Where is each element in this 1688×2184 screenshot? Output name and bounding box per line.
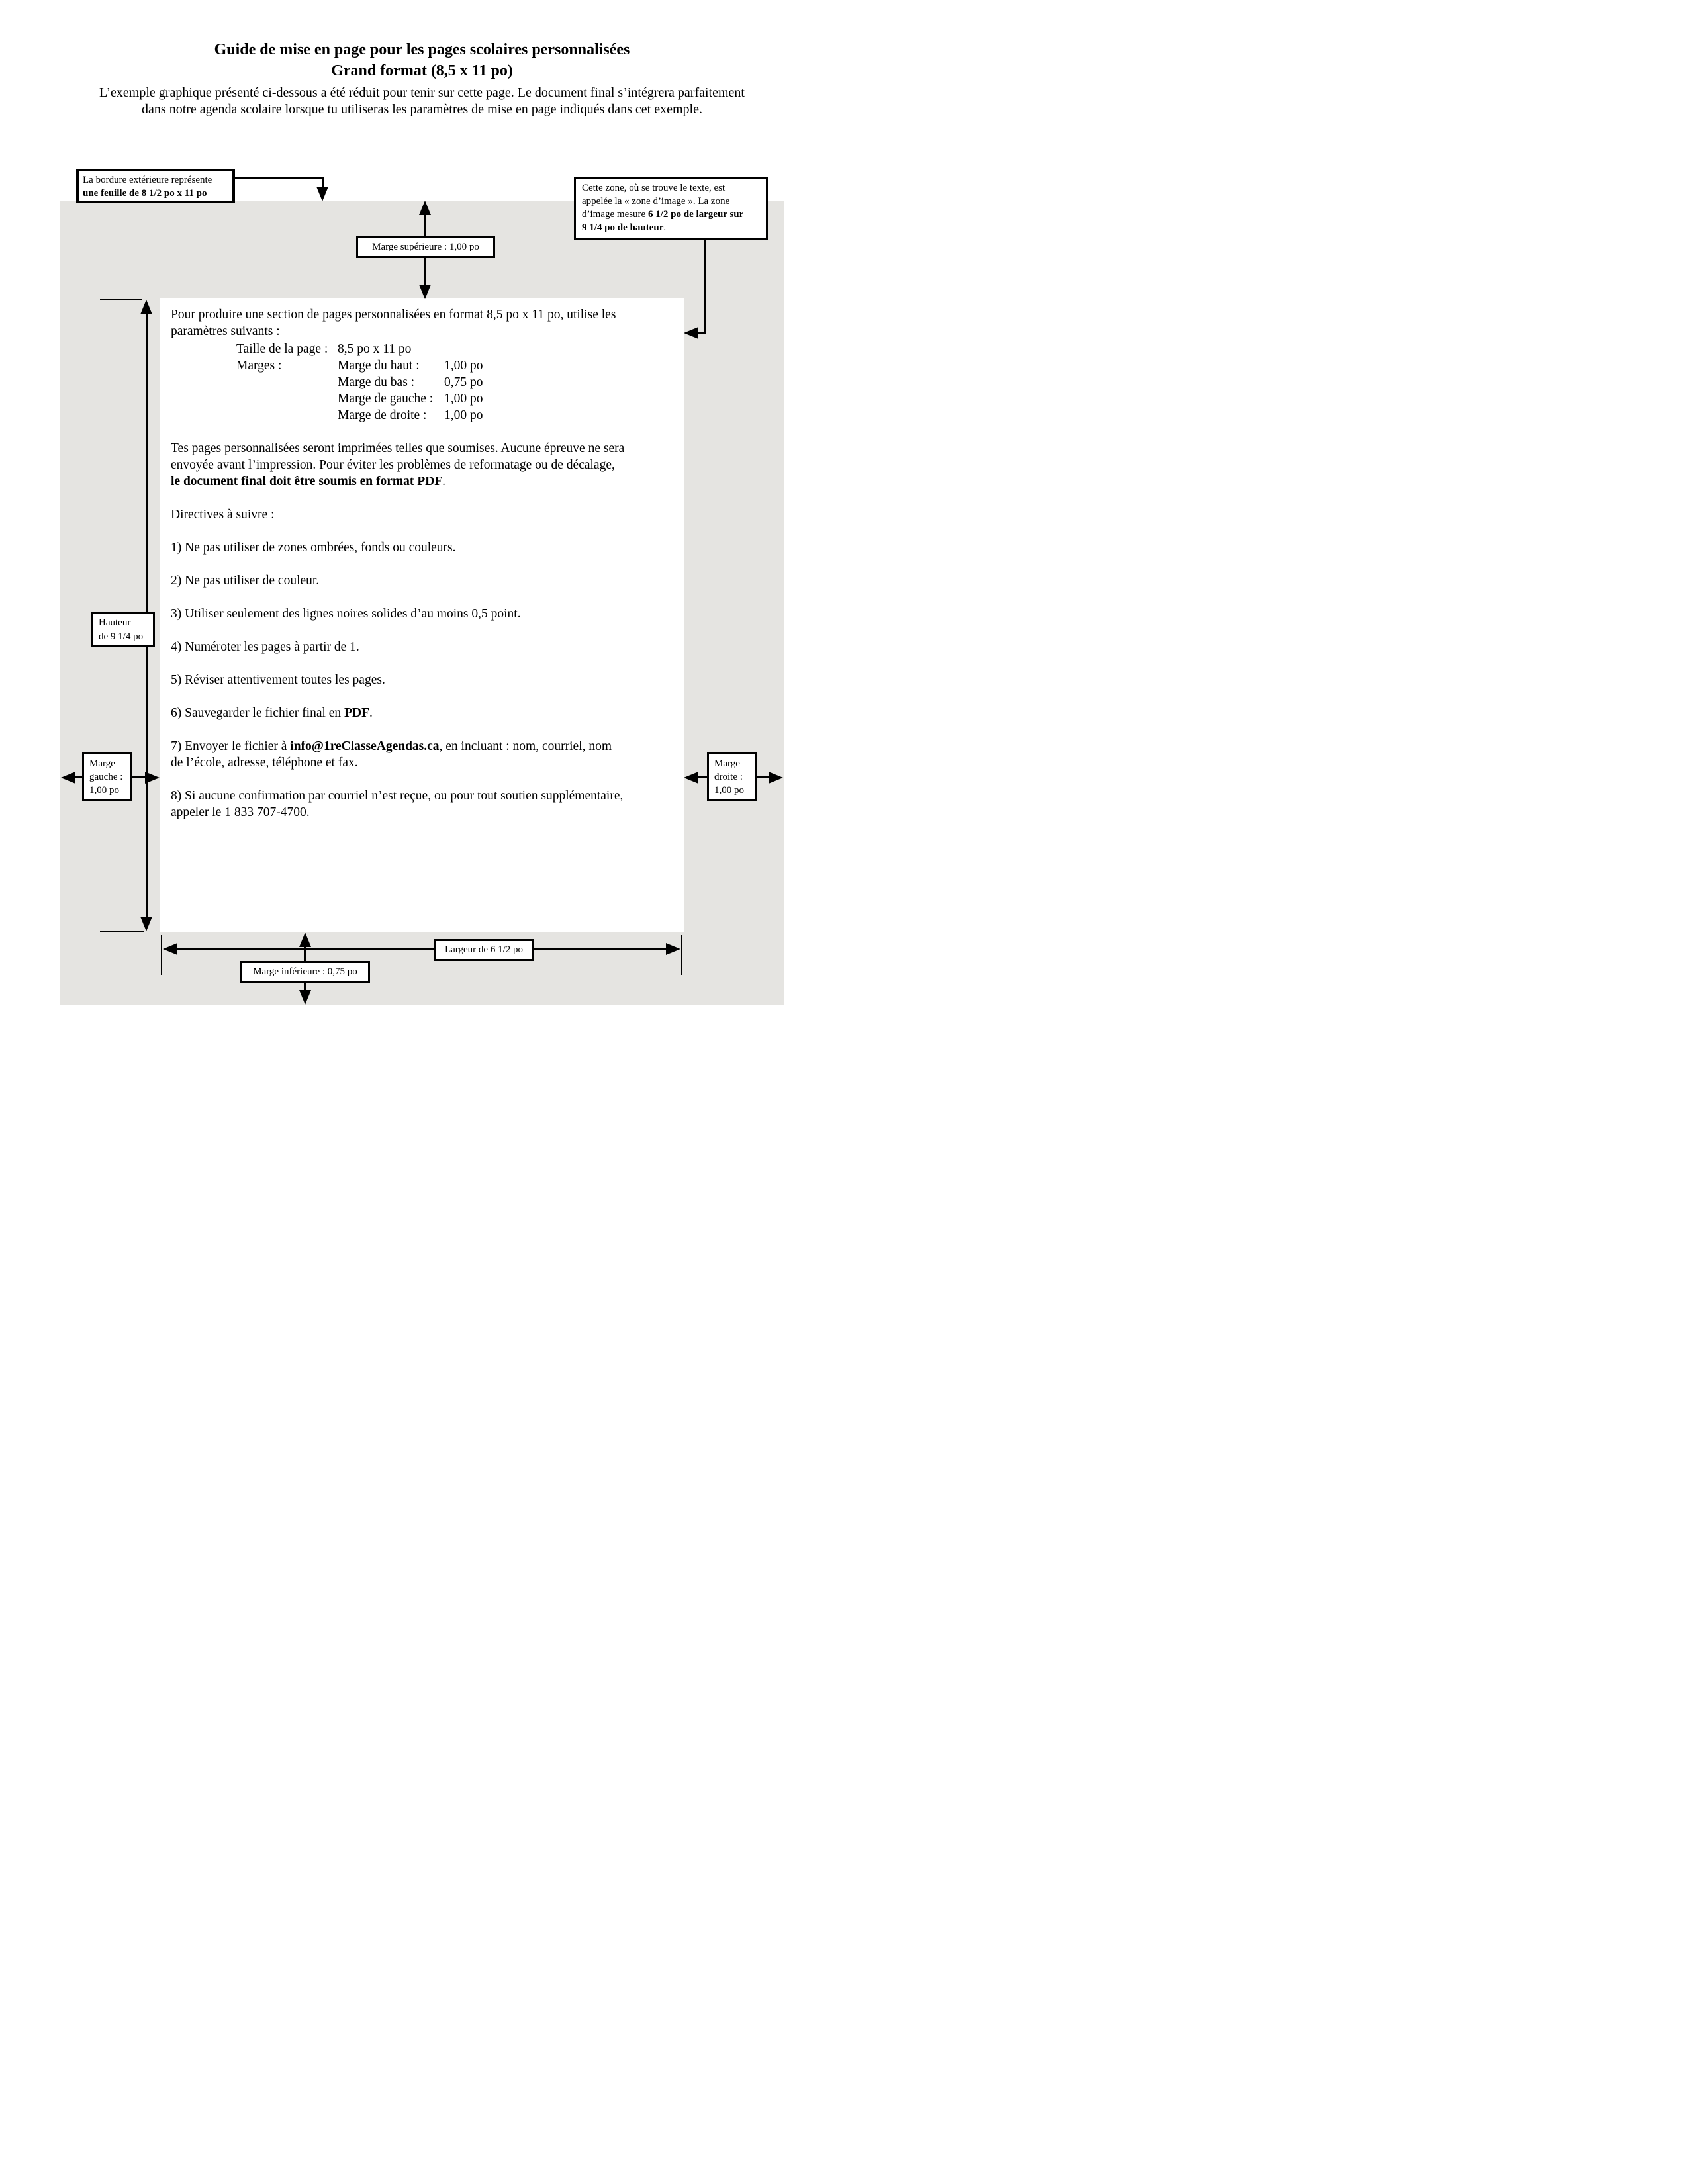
arrowhead-right-icon xyxy=(145,772,160,784)
label-text: gauche : xyxy=(89,772,123,782)
directive-item xyxy=(171,738,676,771)
label-text: 1,00 po xyxy=(89,785,119,796)
image-zone xyxy=(160,298,684,932)
page-settings-table xyxy=(236,341,676,424)
directive-item: 2) Ne pas utiliser de couleur. xyxy=(171,574,320,588)
label-text: 1,00 po xyxy=(714,785,744,796)
arrowhead-right-icon xyxy=(666,943,680,955)
bold-text: PDF xyxy=(344,706,369,720)
callout-text: La bordure extérieure représente xyxy=(83,175,212,185)
paragraph xyxy=(171,440,676,490)
page-subtitle: Grand format (8,5 x 11 po) xyxy=(331,62,513,79)
arrowhead-down-icon xyxy=(316,187,328,201)
arrowhead-left-icon xyxy=(684,772,698,784)
settings-label: Marge de gauche : xyxy=(338,392,434,406)
text: de l’école, adresse, téléphone et fax. xyxy=(171,756,358,770)
label-right-margin xyxy=(707,752,757,801)
settings-row xyxy=(236,374,676,390)
settings-value: 1,00 po xyxy=(444,392,483,406)
dimension-tick xyxy=(681,935,682,975)
callout-text: une feuille de 8 1/2 po x 11 po xyxy=(83,188,207,199)
left-margin-arrow-shaft xyxy=(131,776,146,778)
bold-text: 6 1/2 po de largeur sur xyxy=(647,209,744,220)
label-height xyxy=(91,612,155,647)
bold-text: le document final doit être soumis en format PDF xyxy=(171,475,443,488)
arrowhead-down-icon xyxy=(299,990,311,1005)
settings-row xyxy=(236,407,676,424)
directive-item: 1) Ne pas utiliser de zones ombrées, fonds ou couleurs. xyxy=(171,541,456,555)
settings-row xyxy=(236,341,676,357)
arrowhead-down-icon xyxy=(419,285,431,299)
label-text: droite : xyxy=(714,772,743,782)
settings-label: Marge du bas : xyxy=(338,375,415,389)
text: , en incluant : nom, courriel, nom xyxy=(439,739,612,753)
settings-row xyxy=(236,390,676,407)
settings-value: 1,00 po xyxy=(444,359,483,373)
label-text: Marge xyxy=(714,758,740,769)
callout-image-zone xyxy=(574,177,768,240)
callout-text: . xyxy=(663,222,667,233)
directive-item: 4) Numéroter les pages à partir de 1. xyxy=(171,640,359,654)
text: 7) Envoyer le fichier à xyxy=(171,739,291,753)
settings-label: Marge du haut : xyxy=(338,359,420,373)
arrowhead-down-icon xyxy=(140,917,152,931)
text: . xyxy=(369,706,373,720)
text: 8) Si aucune confirmation par courriel n’est reçue, ou pour tout soutien supplémentaire, xyxy=(171,789,624,803)
callout-outer-border xyxy=(76,169,235,203)
paragraph-line: Pour produire une section de pages personnalisées en format 8,5 po x 11 po, utilise les xyxy=(171,308,616,322)
bold-text: 9 1/4 po de hauteur xyxy=(582,222,664,233)
arrowhead-up-icon xyxy=(299,933,311,947)
intro-line-1: L’exemple graphique présenté ci-dessous a été réduit pour tenir sur cette page. Le document final s’intégrera parfaitement xyxy=(99,85,745,100)
width-arrow-shaft xyxy=(176,948,667,950)
label-top-margin: Marge supérieure : 1,00 po xyxy=(356,236,495,258)
height-arrow-shaft xyxy=(146,312,148,612)
dimension-tick xyxy=(100,299,142,300)
callout-text: appelée la « zone d’image ». La zone xyxy=(582,196,730,206)
directive-item: 3) Utiliser seulement des lignes noires solides d’au moins 0,5 point. xyxy=(171,607,521,621)
settings-value: 8,5 po x 11 po xyxy=(338,342,412,356)
label-text: de 9 1/4 po xyxy=(99,631,144,642)
directive-item xyxy=(171,788,676,821)
callout-text: d’image mesure xyxy=(582,209,648,220)
paragraph-line: paramètres suivants : xyxy=(171,324,280,338)
label-text: Hauteur xyxy=(99,617,131,628)
paragraph-line xyxy=(171,473,676,490)
connector-line xyxy=(704,240,706,334)
arrowhead-right-icon xyxy=(769,772,783,784)
connector-line xyxy=(233,177,324,179)
intro-line-2: dans notre agenda scolaire lorsque tu utiliseras les paramètres de mise en page indiqués dans cet exemple. xyxy=(142,102,702,116)
label-width: Largeur de 6 1/2 po xyxy=(434,939,534,961)
directive-item: 5) Réviser attentivement toutes les pages. xyxy=(171,673,385,687)
settings-value: 1,00 po xyxy=(444,408,483,422)
callout-text: Cette zone, où se trouve le texte, est xyxy=(582,183,726,193)
label-left-margin xyxy=(82,752,132,801)
directive-item xyxy=(171,705,676,721)
page-title: Guide de mise en page pour les pages scolaires personnalisées xyxy=(214,41,630,58)
right-margin-arrow-shaft xyxy=(755,776,770,778)
bottom-margin-arrow-shaft xyxy=(304,946,306,961)
text: appeler le 1 833 707-4700. xyxy=(171,805,310,819)
dimension-tick xyxy=(161,935,162,975)
dimension-tick xyxy=(100,931,144,932)
arrowhead-left-icon xyxy=(163,943,177,955)
settings-label: Taille de la page : xyxy=(236,342,328,356)
paragraph-line: envoyée avant l’impression. Pour éviter les problèmes de reformatage ou de décalage, xyxy=(171,458,615,472)
settings-row xyxy=(236,357,676,374)
text: . xyxy=(442,475,446,488)
settings-label: Marge de droite : xyxy=(338,408,427,422)
settings-value: 0,75 po xyxy=(444,375,483,389)
directives-heading: Directives à suivre : xyxy=(171,508,275,522)
label-text: Marge xyxy=(89,758,115,769)
paragraph-line: Tes pages personnalisées seront imprimées telles que soumises. Aucune épreuve ne sera xyxy=(171,441,625,455)
text: 6) Sauvegarder le fichier final en xyxy=(171,706,345,720)
settings-label: Marges : xyxy=(236,359,282,373)
document-page xyxy=(0,0,844,1092)
arrowhead-left-icon xyxy=(684,327,698,339)
label-bottom-margin: Marge inférieure : 0,75 po xyxy=(240,961,370,983)
bold-text: info@1reClasseAgendas.ca xyxy=(290,739,440,753)
